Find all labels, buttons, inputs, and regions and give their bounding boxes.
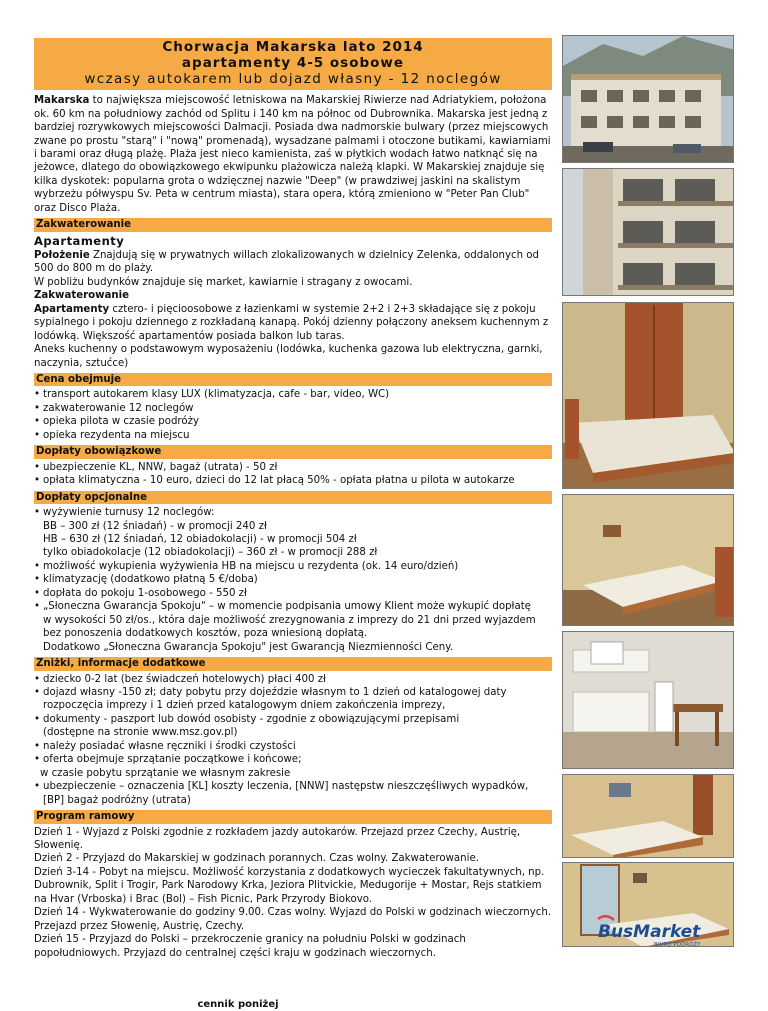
meal-option: HB – 630 zł (12 śniadań, 12 obiadokolacji) - w promocji 504 zł [43, 533, 357, 545]
busmarket-logo [596, 915, 708, 949]
meal-option: BB – 300 zł (12 śniadań) - w promocji 240 zł [43, 520, 267, 532]
price-includes-list [34, 388, 552, 442]
optional-fees-list [34, 506, 552, 519]
list-item: • ubezpieczenie – oznaczenia [KL] koszty leczenia, [NNW] następstw nieszczęśliwych wypadków, [34, 780, 552, 793]
list-item: • klimatyzację (dodatkowo płatną 5 €/doba) [34, 573, 552, 586]
list-item: • dopłata do pokoju 1-osobowego - 550 zł [34, 587, 552, 600]
discounts-list-2 [34, 713, 552, 726]
section-optional-fees: Dopłaty opcjonalne [34, 491, 552, 504]
guarantee-line: w wysokości 50 zł/os., która daje możliwość zrezygnowania z imprezy do 21 dni przed wyjazdem [43, 614, 536, 626]
list-item: • dziecko 0-2 lat (bez świadczeń hotelowych) płaci 400 zł [34, 673, 552, 686]
list-item: • opłata klimatyczna - 10 euro, dzieci do 12 lat płacą 50% - opłata płatna u pilota w autokarze [34, 474, 552, 487]
nearby-text: W pobliżu budynków znajduje się market, kawiarnie i stragany z owocami. [34, 276, 413, 288]
program-day: Dzień 15 - Przyjazd do Polski – przekroczenie granicy na południu Polski w godzinach popołudniowych. Przyjazd do centralnej części kraju w godzinach wieczornych. [34, 934, 466, 959]
intro-lead: Makarska [34, 95, 90, 107]
section-price-includes: Cena obejmuje [34, 373, 552, 386]
list-item: • „Słoneczna Gwarancja Spokoju" – w momencie podpisania umowy Klient może wykupić dopłatę [34, 600, 552, 613]
discounts-list [34, 673, 552, 700]
page-title: Chorwacja Makarska lato 2014 [162, 39, 424, 55]
list-item: • możliwość wykupienia wyżywienia HB na miejscu u rezydenta (ok. 14 euro/dzień) [34, 560, 552, 573]
list-item-continued: (dostępne na stronie www.msz.gov.pl) [43, 727, 238, 739]
list-item: • zakwaterowanie 12 noclegów [34, 402, 552, 415]
discounts-list-4 [34, 780, 552, 793]
guarantee-line: bez ponoszenia dodatkowych kosztów, poza wniesioną dopłatą. [43, 628, 368, 640]
guarantee-line: Dodatkowo „Słoneczna Gwarancja Spokoju" jest Gwarancją Niezmienności Ceny. [43, 641, 454, 653]
page-subtitle: apartamenty 4-5 osobowe [181, 54, 405, 71]
title-banner [34, 38, 552, 90]
list-item-continued: rozpoczęcia imprezy i 1 dzień przed katalogowym dniem zakończenia imprezy, [43, 700, 446, 712]
program-day: Dzień 14 - Wykwaterowanie do godziny 9.00. Czas wolny. Wyjazd do Polski w godzinach wieczornych. Przejazd przez Słowenię, Austrię, Czechy. [34, 907, 552, 932]
list-item: • dojazd własny -150 zł; daty pobytu przy dojeździe własnym to 1 dzień od katalogowej daty [34, 686, 552, 699]
program-day: Dzień 2 - Przyjazd do Makarskiej w godzinach porannych. Czas wolny. Zakwaterowanie. [34, 853, 479, 865]
location-paragraph [34, 249, 552, 276]
section-mandatory-fees: Dopłaty obowiązkowe [34, 445, 552, 458]
meal-option: tylko obiadokolacje (12 obiadokolacji) – 360 zł - w promocji 288 zł [43, 547, 378, 559]
logo-brand: BusMarket [598, 922, 701, 942]
photo-bedroom-bed [562, 494, 734, 626]
list-item: • wyżywienie turnusy 12 noclegów: [34, 506, 552, 519]
list-item: • oferta obejmuje sprzątanie początkowe i końcowe; [34, 753, 552, 766]
price-list-note: cennik poniżej [197, 999, 279, 1011]
logo-subtitle: BIURO PODRÓŻY [654, 942, 701, 948]
photo-hotel-building [562, 35, 734, 163]
photo-twin-beds [562, 774, 734, 858]
list-item: • dokumenty - paszport lub dowód osobisty - zgodnie z obowiązującymi przepisami [34, 713, 552, 726]
list-item: • opieka pilota w czasie podróży [34, 415, 552, 428]
mandatory-fees-list [34, 461, 552, 488]
photo-bedroom-wardrobe [562, 302, 734, 489]
location-text: Znajdują się w prywatnych willach zlokalizowanych w dzielnicy Zelenka, oddalonych od 500 do 800 m do plaży. [34, 249, 539, 275]
list-item: • ubezpieczenie KL, NNW, bagaż (utrata) - 50 zł [34, 461, 552, 474]
apartments-label: Apartamenty [34, 303, 110, 315]
list-item-continued: [BP] bagaż podróżny (utrata) [43, 794, 191, 806]
offer-content [34, 38, 552, 1011]
accommodation-sublabel: Zakwaterowanie [34, 290, 130, 302]
location-label: Położenie [34, 249, 90, 261]
list-item: • należy posiadać własne ręczniki i środki czystości [34, 740, 552, 753]
program-day: Dzień 1 - Wyjazd z Polski zgodnie z rozkładem jazdy autokarów. Przejazd przez Czechy, Austrię, Słowenię. [34, 826, 521, 851]
kitchen-text: Aneks kuchenny o podstawowym wyposażeniu (lodówka, kuchenka gazowa lub elektryczna, garnki, naczynia, sztućce) [34, 344, 543, 369]
page-tagline: wczasy autokarem lub dojazd własny - 12 noclegów [84, 71, 502, 88]
section-discounts: Zniżki, informacje dodatkowe [34, 657, 552, 670]
apartments-text: cztero- i pięcioosobowe z łazienkami w systemie 2+2 i 2+3 składające się z pokoju sypialnego i pokoju dziennego z rozkładaną kanapą. Pokój dzienny połączony aneksem kuchennym z lodówką. Większość apartamentów posiada balkon lub taras. [34, 303, 549, 342]
intro-paragraph [34, 94, 552, 215]
apartments-paragraph [34, 303, 552, 343]
optional-fees-list-more [34, 560, 552, 614]
intro-text: to największa miejscowość letniskowa na Makarskiej Riwierze nad Adriatykiem, położona ok. 60 km na południowy zachód od Splitu i 140 km na północ od Dubrownika. Makarska jest jedną z bardziej rozrywkowych miejscowości Dalmacji. Posiada dwa nadmorskie bulwary (przez miejscowych zwane po prostu "starą" i "nową" promenadą), wysadzane palmami i otoczone butikami, kawiarniami i barami oraz długą plażę. Plaża jest nieco kamienista, zaś w płytkich wodach łatwo natknąć się na jeżowce, dlatego do obowiązkowego ekwipunku plażowicza należą klapki. W Makarskiej znajduje się kilka dyskotek: popularna grota o wdzięcznej nazwie "Deep" (w prawdziwej jaskini na skalistym wybrzeżu półwyspu Sv. Peta w centrum miasta), stara opera, którą zmieniono w "Peter Pan Club" oraz Disco Plaża. [34, 95, 551, 214]
photo-kitchen [562, 631, 734, 769]
accommodation-heading: Apartamenty [34, 233, 125, 248]
section-accommodation: Zakwaterowanie [34, 218, 552, 231]
list-item: • transport autokarem klasy LUX (klimatyzacja, cafe - bar, video, WC) [34, 388, 552, 401]
discounts-list-3 [34, 740, 552, 767]
section-program: Program ramowy [34, 810, 552, 823]
program-day: Dzień 3-14 - Pobyt na miejscu. Możliwość korzystania z dodatkowych wycieczek fakultatywnych, np. Dubrownik, Split i Trogir, Park Narodowy Krka, Jeziora Plitvickie, Medugorije + Mostar, Rejs statkiem na Hvar (Vrboska) i Brac (Bol) – Fish Picnic, Park Przyrody Biokovo. [34, 866, 545, 905]
list-item-continued: w czasie pobytu sprzątanie we własnym zakresie [40, 767, 291, 779]
list-item: • opieka rezydenta na miejscu [34, 429, 552, 442]
photo-balconies [562, 168, 734, 296]
